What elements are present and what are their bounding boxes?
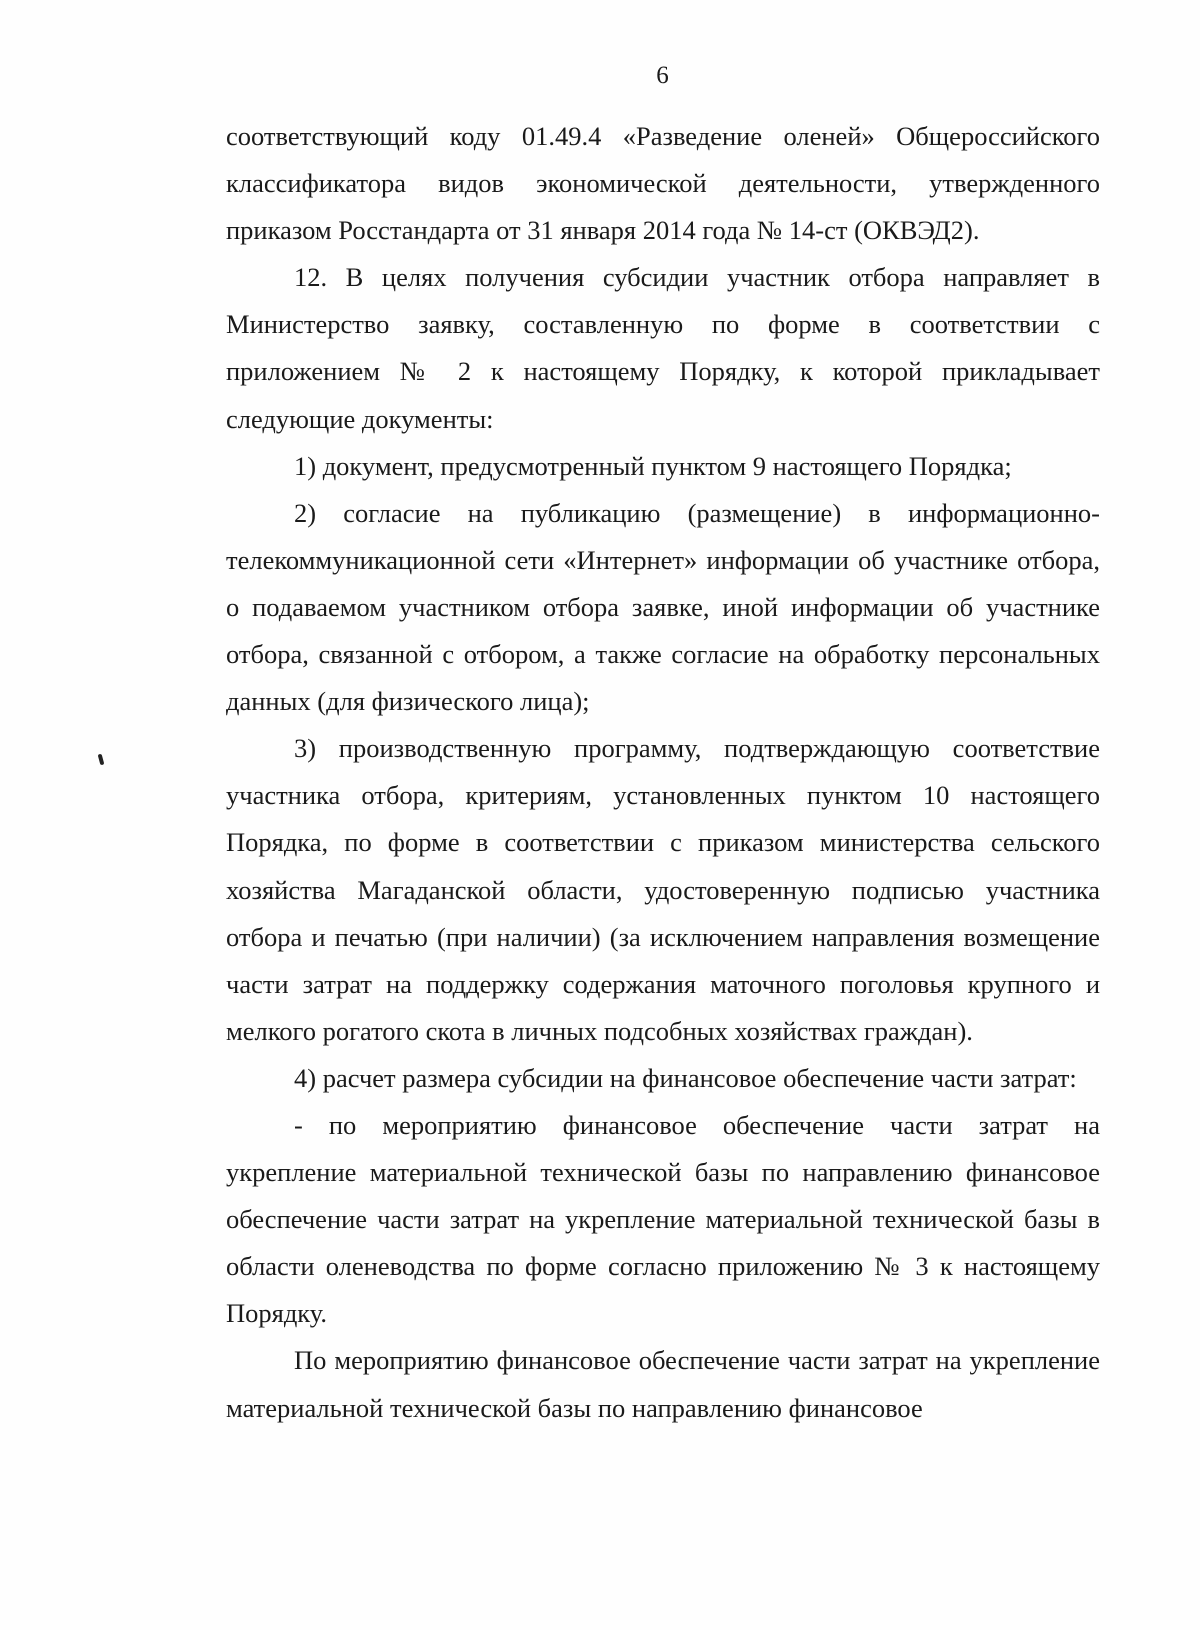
- paragraph-okved-continuation: соответствующий коду 01.49.4 «Разведение оленей» Общероссийского классификатора видов экономической деятельности, утвержденного приказом Росстандарта от 31 января 2014 года № 14-ст (ОКВЭД2).: [226, 121, 1100, 246]
- page-number: 6: [656, 62, 669, 89]
- paragraph-measure-continuation: По мероприятию финансовое обеспечение части затрат на укрепление материальной технической базы по направлению финансовое: [226, 1345, 1100, 1423]
- document-body: [226, 113, 1100, 1432]
- paragraph-item-12: 12. В целях получения субсидии участник отбора направляет в Министерство заявку, составленную по форме в соответствии с приложением № 2 к настоящему Порядку, к которой прикладывает следующие документы:: [226, 262, 1100, 434]
- list-item-1: 1) документ, предусмотренный пунктом 9 настоящего Порядка;: [294, 450, 1012, 481]
- list-item-3: 3) производственную программу, подтверждающую соответствие участника отбора, критериям, установленных пунктом 10 настоящего Порядка, по форме в соответствии с приказом министерства сельского хозяйства Магаданской области, удостоверенную подписью участника отбора и печатью (при наличии) (за исключением направления возмещение части затрат на поддержку содержания маточного поголовья крупного и мелкого рогатого скота в личных подсобных хозяйствах граждан).: [226, 733, 1100, 1046]
- list-subitem-dash: - по мероприятию финансовое обеспечение части затрат на укрепление материальной технической базы по направлению финансовое обеспечение части затрат на укрепление материальной технической базы в области оленеводства по форме согласно приложению № 3 к настоящему Порядку.: [226, 1109, 1100, 1329]
- list-item-2: 2) согласие на публикацию (размещение) в информационно-телекоммуникационной сети «Интернет» информации об участнике отбора, о подаваемом участником отбора заявке, иной информации об участнике отбора, связанной с отбором, а также согласие на обработку персональных данных (для физического лица);: [226, 497, 1100, 717]
- list-item-4: 4) расчет размера субсидии на финансовое обеспечение части затрат:: [294, 1062, 1077, 1093]
- scan-artifact-mark: [98, 754, 105, 766]
